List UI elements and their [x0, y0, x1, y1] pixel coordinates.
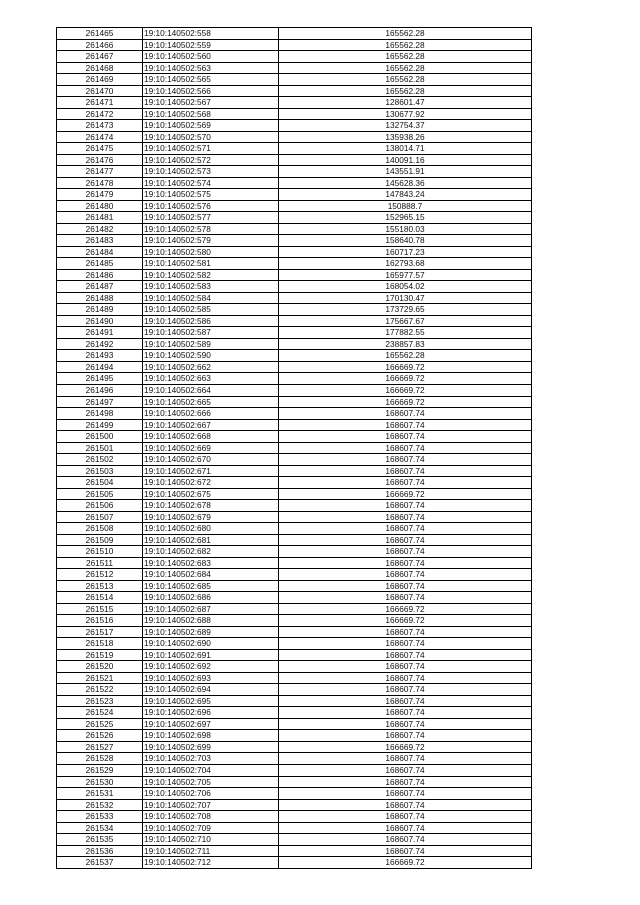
table-row: [57, 603, 532, 615]
cadastral-number-cell: 19:10:140502:680: [143, 523, 279, 535]
record-id-cell: 261514: [57, 592, 143, 604]
record-id-cell: 261510: [57, 546, 143, 558]
value-cell: 166669.72: [279, 373, 532, 385]
cadastral-number-cell: 19:10:140502:678: [143, 500, 279, 512]
table-row: [57, 315, 532, 327]
cadastral-number-cell: 19:10:140502:584: [143, 292, 279, 304]
table-row: [57, 638, 532, 650]
cadastral-number-cell: 19:10:140502:567: [143, 97, 279, 109]
value-cell: 165977.57: [279, 269, 532, 281]
record-id-cell: 261466: [57, 39, 143, 51]
table-row: [57, 292, 532, 304]
record-id-cell: 261505: [57, 488, 143, 500]
cadastral-number-cell: 19:10:140502:579: [143, 235, 279, 247]
value-cell: 166669.72: [279, 396, 532, 408]
value-cell: 168607.74: [279, 799, 532, 811]
cadastral-number-cell: 19:10:140502:681: [143, 534, 279, 546]
value-cell: 155180.03: [279, 223, 532, 235]
value-cell: 132754.37: [279, 120, 532, 132]
value-cell: 168607.74: [279, 500, 532, 512]
value-cell: 168607.74: [279, 822, 532, 834]
value-cell: 165562.28: [279, 28, 532, 40]
table-row: [57, 120, 532, 132]
cadastral-number-cell: 19:10:140502:560: [143, 51, 279, 63]
value-cell: 168607.74: [279, 718, 532, 730]
value-cell: 166669.72: [279, 488, 532, 500]
cadastral-number-cell: 19:10:140502:704: [143, 765, 279, 777]
value-cell: 166669.72: [279, 857, 532, 869]
cadastral-number-cell: 19:10:140502:589: [143, 338, 279, 350]
table-row: [57, 350, 532, 362]
cadastral-number-cell: 19:10:140502:558: [143, 28, 279, 40]
table-row: [57, 39, 532, 51]
record-id-cell: 261503: [57, 465, 143, 477]
value-cell: 168607.74: [279, 569, 532, 581]
value-cell: 238857.83: [279, 338, 532, 350]
record-id-cell: 261528: [57, 753, 143, 765]
value-cell: 168607.74: [279, 626, 532, 638]
record-id-cell: 261496: [57, 384, 143, 396]
table-row: [57, 62, 532, 74]
cadastral-number-cell: 19:10:140502:563: [143, 62, 279, 74]
table-row: [57, 143, 532, 155]
value-cell: 168607.74: [279, 707, 532, 719]
table-row: [57, 707, 532, 719]
record-id-cell: 261524: [57, 707, 143, 719]
value-cell: 168607.74: [279, 523, 532, 535]
cadastral-number-cell: 19:10:140502:696: [143, 707, 279, 719]
cadastral-number-cell: 19:10:140502:697: [143, 718, 279, 730]
cadastral-number-cell: 19:10:140502:683: [143, 557, 279, 569]
cadastral-number-cell: 19:10:140502:699: [143, 741, 279, 753]
record-id-cell: 261489: [57, 304, 143, 316]
table-row: [57, 223, 532, 235]
table-row: [57, 189, 532, 201]
value-cell: 168607.74: [279, 845, 532, 857]
record-id-cell: 261515: [57, 603, 143, 615]
record-id-cell: 261501: [57, 442, 143, 454]
record-id-cell: 261497: [57, 396, 143, 408]
cadastral-number-cell: 19:10:140502:578: [143, 223, 279, 235]
table-row: [57, 327, 532, 339]
record-id-cell: 261502: [57, 454, 143, 466]
record-id-cell: 261527: [57, 741, 143, 753]
value-cell: 145628.36: [279, 177, 532, 189]
cadastral-number-cell: 19:10:140502:586: [143, 315, 279, 327]
table-row: [57, 166, 532, 178]
cadastral-number-cell: 19:10:140502:667: [143, 419, 279, 431]
value-cell: 166669.72: [279, 603, 532, 615]
cadastral-number-cell: 19:10:140502:570: [143, 131, 279, 143]
cadastral-number-cell: 19:10:140502:703: [143, 753, 279, 765]
value-cell: 170130.47: [279, 292, 532, 304]
record-id-cell: 261473: [57, 120, 143, 132]
table-row: [57, 281, 532, 293]
table-row: [57, 765, 532, 777]
cadastral-number-cell: 19:10:140502:581: [143, 258, 279, 270]
value-cell: 168607.74: [279, 546, 532, 558]
value-cell: 168607.74: [279, 776, 532, 788]
value-cell: 177882.55: [279, 327, 532, 339]
table-row: [57, 212, 532, 224]
value-cell: 168607.74: [279, 638, 532, 650]
record-id-cell: 261522: [57, 684, 143, 696]
record-id-cell: 261531: [57, 788, 143, 800]
value-cell: 168607.74: [279, 834, 532, 846]
table-row: [57, 500, 532, 512]
value-cell: 165562.28: [279, 85, 532, 97]
record-id-cell: 261465: [57, 28, 143, 40]
table-row: [57, 592, 532, 604]
table-row: [57, 661, 532, 673]
cadastral-number-cell: 19:10:140502:710: [143, 834, 279, 846]
value-cell: 168054.02: [279, 281, 532, 293]
value-cell: 143551.91: [279, 166, 532, 178]
record-id-cell: 261523: [57, 695, 143, 707]
table-row: [57, 626, 532, 638]
table-row: [57, 799, 532, 811]
cadastral-number-cell: 19:10:140502:585: [143, 304, 279, 316]
cadastral-number-cell: 19:10:140502:666: [143, 408, 279, 420]
value-cell: 165562.28: [279, 62, 532, 74]
table-row: [57, 74, 532, 86]
cadastral-number-cell: 19:10:140502:573: [143, 166, 279, 178]
record-id-cell: 261509: [57, 534, 143, 546]
table-row: [57, 811, 532, 823]
value-cell: 152965.15: [279, 212, 532, 224]
value-cell: 168607.74: [279, 580, 532, 592]
value-cell: 166669.72: [279, 741, 532, 753]
cadastral-number-cell: 19:10:140502:577: [143, 212, 279, 224]
cadastral-number-cell: 19:10:140502:691: [143, 649, 279, 661]
record-id-cell: 261499: [57, 419, 143, 431]
record-id-cell: 261511: [57, 557, 143, 569]
table-row: [57, 788, 532, 800]
value-cell: 165562.28: [279, 39, 532, 51]
table-row: [57, 246, 532, 258]
cadastral-number-cell: 19:10:140502:711: [143, 845, 279, 857]
cadastral-number-cell: 19:10:140502:690: [143, 638, 279, 650]
table-row: [57, 753, 532, 765]
cadastral-number-cell: 19:10:140502:705: [143, 776, 279, 788]
value-cell: 168607.74: [279, 419, 532, 431]
cadastral-number-cell: 19:10:140502:664: [143, 384, 279, 396]
record-id-cell: 261507: [57, 511, 143, 523]
cadastral-number-cell: 19:10:140502:709: [143, 822, 279, 834]
cadastral-number-cell: 19:10:140502:675: [143, 488, 279, 500]
value-cell: 168607.74: [279, 661, 532, 673]
value-cell: 168607.74: [279, 811, 532, 823]
record-id-cell: 261486: [57, 269, 143, 281]
value-cell: 168607.74: [279, 730, 532, 742]
cadastral-number-cell: 19:10:140502:580: [143, 246, 279, 258]
record-id-cell: 261491: [57, 327, 143, 339]
table-row: [57, 177, 532, 189]
record-id-cell: 261467: [57, 51, 143, 63]
record-id-cell: 261478: [57, 177, 143, 189]
cadastral-number-cell: 19:10:140502:568: [143, 108, 279, 120]
cadastral-number-cell: 19:10:140502:694: [143, 684, 279, 696]
table-row: [57, 51, 532, 63]
record-id-cell: 261516: [57, 615, 143, 627]
value-cell: 168607.74: [279, 431, 532, 443]
table-row: [57, 546, 532, 558]
cadastral-number-cell: 19:10:140502:587: [143, 327, 279, 339]
table-row: [57, 108, 532, 120]
record-id-cell: 261526: [57, 730, 143, 742]
table-row: [57, 776, 532, 788]
value-cell: 173729.65: [279, 304, 532, 316]
table-row: [57, 511, 532, 523]
value-cell: 166669.72: [279, 361, 532, 373]
record-id-cell: 261474: [57, 131, 143, 143]
cadastral-number-cell: 19:10:140502:706: [143, 788, 279, 800]
cadastral-number-cell: 19:10:140502:670: [143, 454, 279, 466]
record-id-cell: 261482: [57, 223, 143, 235]
value-cell: 168607.74: [279, 442, 532, 454]
table-row: [57, 672, 532, 684]
table-row: [57, 845, 532, 857]
table-row: [57, 269, 532, 281]
cadastral-number-cell: 19:10:140502:663: [143, 373, 279, 385]
cadastral-number-cell: 19:10:140502:569: [143, 120, 279, 132]
record-id-cell: 261535: [57, 834, 143, 846]
record-id-cell: 261504: [57, 477, 143, 489]
table-body: [57, 28, 532, 869]
value-cell: 138014.71: [279, 143, 532, 155]
table-row: [57, 258, 532, 270]
record-id-cell: 261470: [57, 85, 143, 97]
record-id-cell: 261508: [57, 523, 143, 535]
value-cell: 168607.74: [279, 765, 532, 777]
record-id-cell: 261530: [57, 776, 143, 788]
cadastral-number-cell: 19:10:140502:708: [143, 811, 279, 823]
table-row: [57, 741, 532, 753]
table-row: [57, 534, 532, 546]
record-id-cell: 261506: [57, 500, 143, 512]
value-cell: 168607.74: [279, 465, 532, 477]
value-cell: 168607.74: [279, 534, 532, 546]
table-row: [57, 695, 532, 707]
record-id-cell: 261479: [57, 189, 143, 201]
record-id-cell: 261512: [57, 569, 143, 581]
cadastral-number-cell: 19:10:140502:689: [143, 626, 279, 638]
table-row: [57, 396, 532, 408]
value-cell: 150888.7: [279, 200, 532, 212]
table-row: [57, 569, 532, 581]
table-row: [57, 361, 532, 373]
cadastral-number-cell: 19:10:140502:671: [143, 465, 279, 477]
record-id-cell: 261518: [57, 638, 143, 650]
record-id-cell: 261469: [57, 74, 143, 86]
record-id-cell: 261513: [57, 580, 143, 592]
table-row: [57, 834, 532, 846]
cadastral-number-cell: 19:10:140502:590: [143, 350, 279, 362]
cadastral-number-cell: 19:10:140502:687: [143, 603, 279, 615]
value-cell: 165562.28: [279, 74, 532, 86]
record-id-cell: 261484: [57, 246, 143, 258]
cadastral-number-cell: 19:10:140502:669: [143, 442, 279, 454]
table-row: [57, 419, 532, 431]
cadastral-number-cell: 19:10:140502:695: [143, 695, 279, 707]
table-row: [57, 465, 532, 477]
cadastral-number-cell: 19:10:140502:665: [143, 396, 279, 408]
cadastral-number-cell: 19:10:140502:571: [143, 143, 279, 155]
record-id-cell: 261477: [57, 166, 143, 178]
cadastral-number-cell: 19:10:140502:707: [143, 799, 279, 811]
cadastral-number-cell: 19:10:140502:668: [143, 431, 279, 443]
record-id-cell: 261488: [57, 292, 143, 304]
record-id-cell: 261471: [57, 97, 143, 109]
value-cell: 168607.74: [279, 695, 532, 707]
cadastral-number-cell: 19:10:140502:679: [143, 511, 279, 523]
cadastral-number-cell: 19:10:140502:566: [143, 85, 279, 97]
cadastral-number-cell: 19:10:140502:574: [143, 177, 279, 189]
record-id-cell: 261492: [57, 338, 143, 350]
value-cell: 168607.74: [279, 408, 532, 420]
table-row: [57, 684, 532, 696]
record-id-cell: 261521: [57, 672, 143, 684]
record-id-cell: 261472: [57, 108, 143, 120]
value-cell: 168607.74: [279, 753, 532, 765]
record-id-cell: 261480: [57, 200, 143, 212]
table-row: [57, 442, 532, 454]
table-row: [57, 454, 532, 466]
value-cell: 147843.24: [279, 189, 532, 201]
value-cell: 168607.74: [279, 592, 532, 604]
table-row: [57, 338, 532, 350]
cadastral-number-cell: 19:10:140502:712: [143, 857, 279, 869]
record-id-cell: 261519: [57, 649, 143, 661]
record-id-cell: 261476: [57, 154, 143, 166]
table-row: [57, 373, 532, 385]
value-cell: 162793.68: [279, 258, 532, 270]
table-row: [57, 408, 532, 420]
cadastral-number-cell: 19:10:140502:688: [143, 615, 279, 627]
table-row: [57, 384, 532, 396]
value-cell: 165562.28: [279, 350, 532, 362]
cadastral-number-cell: 19:10:140502:576: [143, 200, 279, 212]
cadastral-number-cell: 19:10:140502:692: [143, 661, 279, 673]
cadastral-number-cell: 19:10:140502:685: [143, 580, 279, 592]
cadastral-number-cell: 19:10:140502:686: [143, 592, 279, 604]
record-id-cell: 261500: [57, 431, 143, 443]
value-cell: 130677.92: [279, 108, 532, 120]
record-id-cell: 261525: [57, 718, 143, 730]
table-row: [57, 431, 532, 443]
value-cell: 168607.74: [279, 557, 532, 569]
value-cell: 168607.74: [279, 454, 532, 466]
record-id-cell: 261487: [57, 281, 143, 293]
record-id-cell: 261468: [57, 62, 143, 74]
cadastral-number-cell: 19:10:140502:672: [143, 477, 279, 489]
record-id-cell: 261529: [57, 765, 143, 777]
data-table: [56, 27, 532, 869]
table-row: [57, 477, 532, 489]
value-cell: 168607.74: [279, 477, 532, 489]
table-row: [57, 488, 532, 500]
record-id-cell: 261533: [57, 811, 143, 823]
record-id-cell: 261536: [57, 845, 143, 857]
table-row: [57, 97, 532, 109]
table-row: [57, 523, 532, 535]
cadastral-number-cell: 19:10:140502:698: [143, 730, 279, 742]
value-cell: 160717.23: [279, 246, 532, 258]
table-row: [57, 718, 532, 730]
record-id-cell: 261537: [57, 857, 143, 869]
cadastral-number-cell: 19:10:140502:684: [143, 569, 279, 581]
cadastral-number-cell: 19:10:140502:682: [143, 546, 279, 558]
table-row: [57, 822, 532, 834]
record-id-cell: 261485: [57, 258, 143, 270]
table-row: [57, 730, 532, 742]
value-cell: 166669.72: [279, 615, 532, 627]
record-id-cell: 261494: [57, 361, 143, 373]
table-row: [57, 557, 532, 569]
record-id-cell: 261490: [57, 315, 143, 327]
table-row: [57, 615, 532, 627]
record-id-cell: 261498: [57, 408, 143, 420]
value-cell: 165562.28: [279, 51, 532, 63]
value-cell: 166669.72: [279, 384, 532, 396]
table-row: [57, 235, 532, 247]
table-row: [57, 649, 532, 661]
value-cell: 175667.67: [279, 315, 532, 327]
record-id-cell: 261475: [57, 143, 143, 155]
cadastral-number-cell: 19:10:140502:582: [143, 269, 279, 281]
value-cell: 168607.74: [279, 684, 532, 696]
table-row: [57, 131, 532, 143]
value-cell: 135938.26: [279, 131, 532, 143]
cadastral-number-cell: 19:10:140502:693: [143, 672, 279, 684]
table-row: [57, 154, 532, 166]
record-id-cell: 261493: [57, 350, 143, 362]
value-cell: 128601.47: [279, 97, 532, 109]
table-row: [57, 28, 532, 40]
value-cell: 168607.74: [279, 672, 532, 684]
record-id-cell: 261532: [57, 799, 143, 811]
value-cell: 168607.74: [279, 788, 532, 800]
value-cell: 168607.74: [279, 649, 532, 661]
record-id-cell: 261534: [57, 822, 143, 834]
record-id-cell: 261520: [57, 661, 143, 673]
table-row: [57, 857, 532, 869]
record-id-cell: 261481: [57, 212, 143, 224]
value-cell: 140091.16: [279, 154, 532, 166]
record-id-cell: 261483: [57, 235, 143, 247]
record-id-cell: 261517: [57, 626, 143, 638]
table-row: [57, 304, 532, 316]
value-cell: 158640.78: [279, 235, 532, 247]
table-row: [57, 200, 532, 212]
cadastral-number-cell: 19:10:140502:575: [143, 189, 279, 201]
table-row: [57, 580, 532, 592]
cadastral-number-cell: 19:10:140502:559: [143, 39, 279, 51]
record-id-cell: 261495: [57, 373, 143, 385]
cadastral-number-cell: 19:10:140502:662: [143, 361, 279, 373]
cadastral-number-cell: 19:10:140502:572: [143, 154, 279, 166]
value-cell: 168607.74: [279, 511, 532, 523]
cadastral-number-cell: 19:10:140502:565: [143, 74, 279, 86]
table-row: [57, 85, 532, 97]
cadastral-number-cell: 19:10:140502:583: [143, 281, 279, 293]
